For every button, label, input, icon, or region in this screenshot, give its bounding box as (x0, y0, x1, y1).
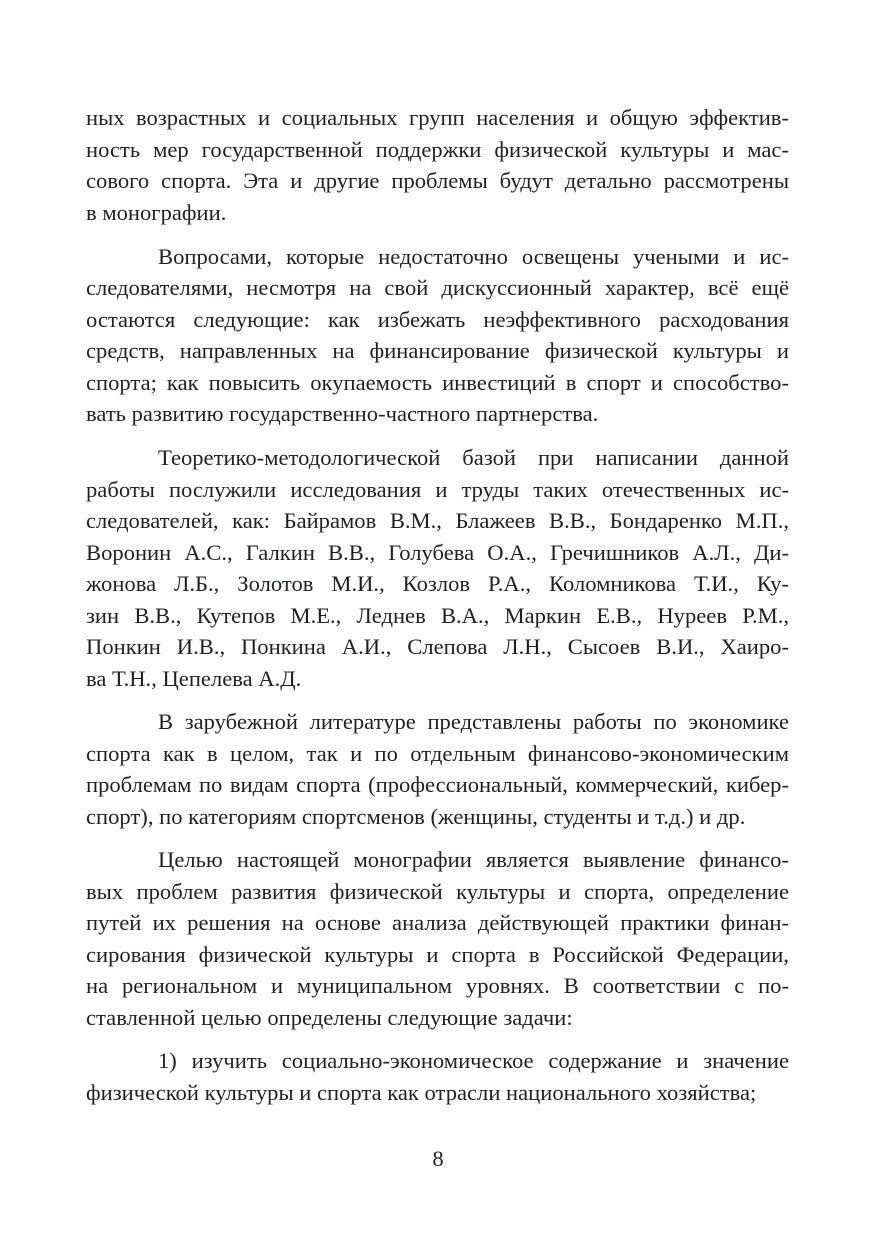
text-line: следователей, как: Байрамов В.М., Блажеев В.В., Бондаренко М.П., (86, 508, 789, 533)
text-line: спорт), по категориям спортсменов (женщины, студенты и т.д.) и др. (86, 804, 746, 829)
text-line: Теоретико-методологической базой при написании данной (158, 445, 789, 470)
text-line: жонова Л.Б., Золотов М.И., Козлов Р.А., Коломникова Т.И., Ку- (86, 571, 789, 596)
text-line: ность мер государственной поддержки физической культуры и мас- (86, 137, 789, 162)
text-line: остаются следующие: как избежать неэффективного расходования (86, 307, 789, 332)
text-line: спорта; как повысить окупаемость инвестиций в спорт и способство- (86, 370, 789, 395)
text-line: в монографии. (86, 200, 227, 225)
text-line: 1) изучить социально-экономическое содержание и значение (158, 1048, 789, 1073)
text-line: сирования физической культуры и спорта в Российской Федерации, (86, 942, 789, 967)
text-line: В зарубежной литературе представлены работы по экономике (158, 709, 789, 734)
text-line: Воронин А.С., Галкин В.В., Голубева О.А., Гречишников А.Л., Ди- (86, 540, 789, 565)
text-line: работы послужили исследования и труды таких отечественных ис- (86, 477, 789, 502)
text-line: Вопросами, которые недостаточно освещены учеными и ис- (158, 244, 789, 269)
text-line: физической культуры и спорта как отрасли национального хозяйства; (86, 1080, 757, 1105)
text-line: следователями, несмотря на свой дискуссионный характер, всё ещё (86, 275, 789, 300)
text-line: Целью настоящей монографии является выявление финансо- (158, 847, 789, 872)
text-line: ва Т.Н., Цепелева А.Д. (86, 666, 302, 691)
text-line: Понкин И.В., Понкина А.И., Слепова Л.Н., Сысоев В.И., Хаиро- (86, 634, 789, 659)
text-line: ставленной целью определены следующие задачи: (86, 1005, 573, 1030)
page-number: 8 (432, 1146, 444, 1171)
text-line: сового спорта. Эта и другие проблемы будут детально рассмотрены (86, 168, 789, 193)
text-line: зин В.В., Кутепов М.Е., Леднев В.А., Маркин Е.В., Нуреев Р.М., (86, 603, 789, 628)
text-line: вых проблем развития физической культуры и спорта, определение (86, 879, 789, 904)
text-line: средств, направленных на финансирование физической культуры и (86, 338, 789, 363)
text-line: вать развитию государственно-частного партнерства. (86, 401, 599, 426)
text-line: на региональном и муниципальном уровнях. В соответствии с по- (86, 973, 789, 998)
text-line: путей их решения на основе анализа действующей практики финан- (86, 910, 789, 935)
text-line: проблемам по видам спорта (профессиональный, коммерческий, кибер- (86, 772, 789, 797)
text-line: ных возрастных и социальных групп населения и общую эффектив- (86, 105, 789, 130)
text-line: спорта как в целом, так и по отдельным финансово-экономическим (86, 741, 789, 766)
